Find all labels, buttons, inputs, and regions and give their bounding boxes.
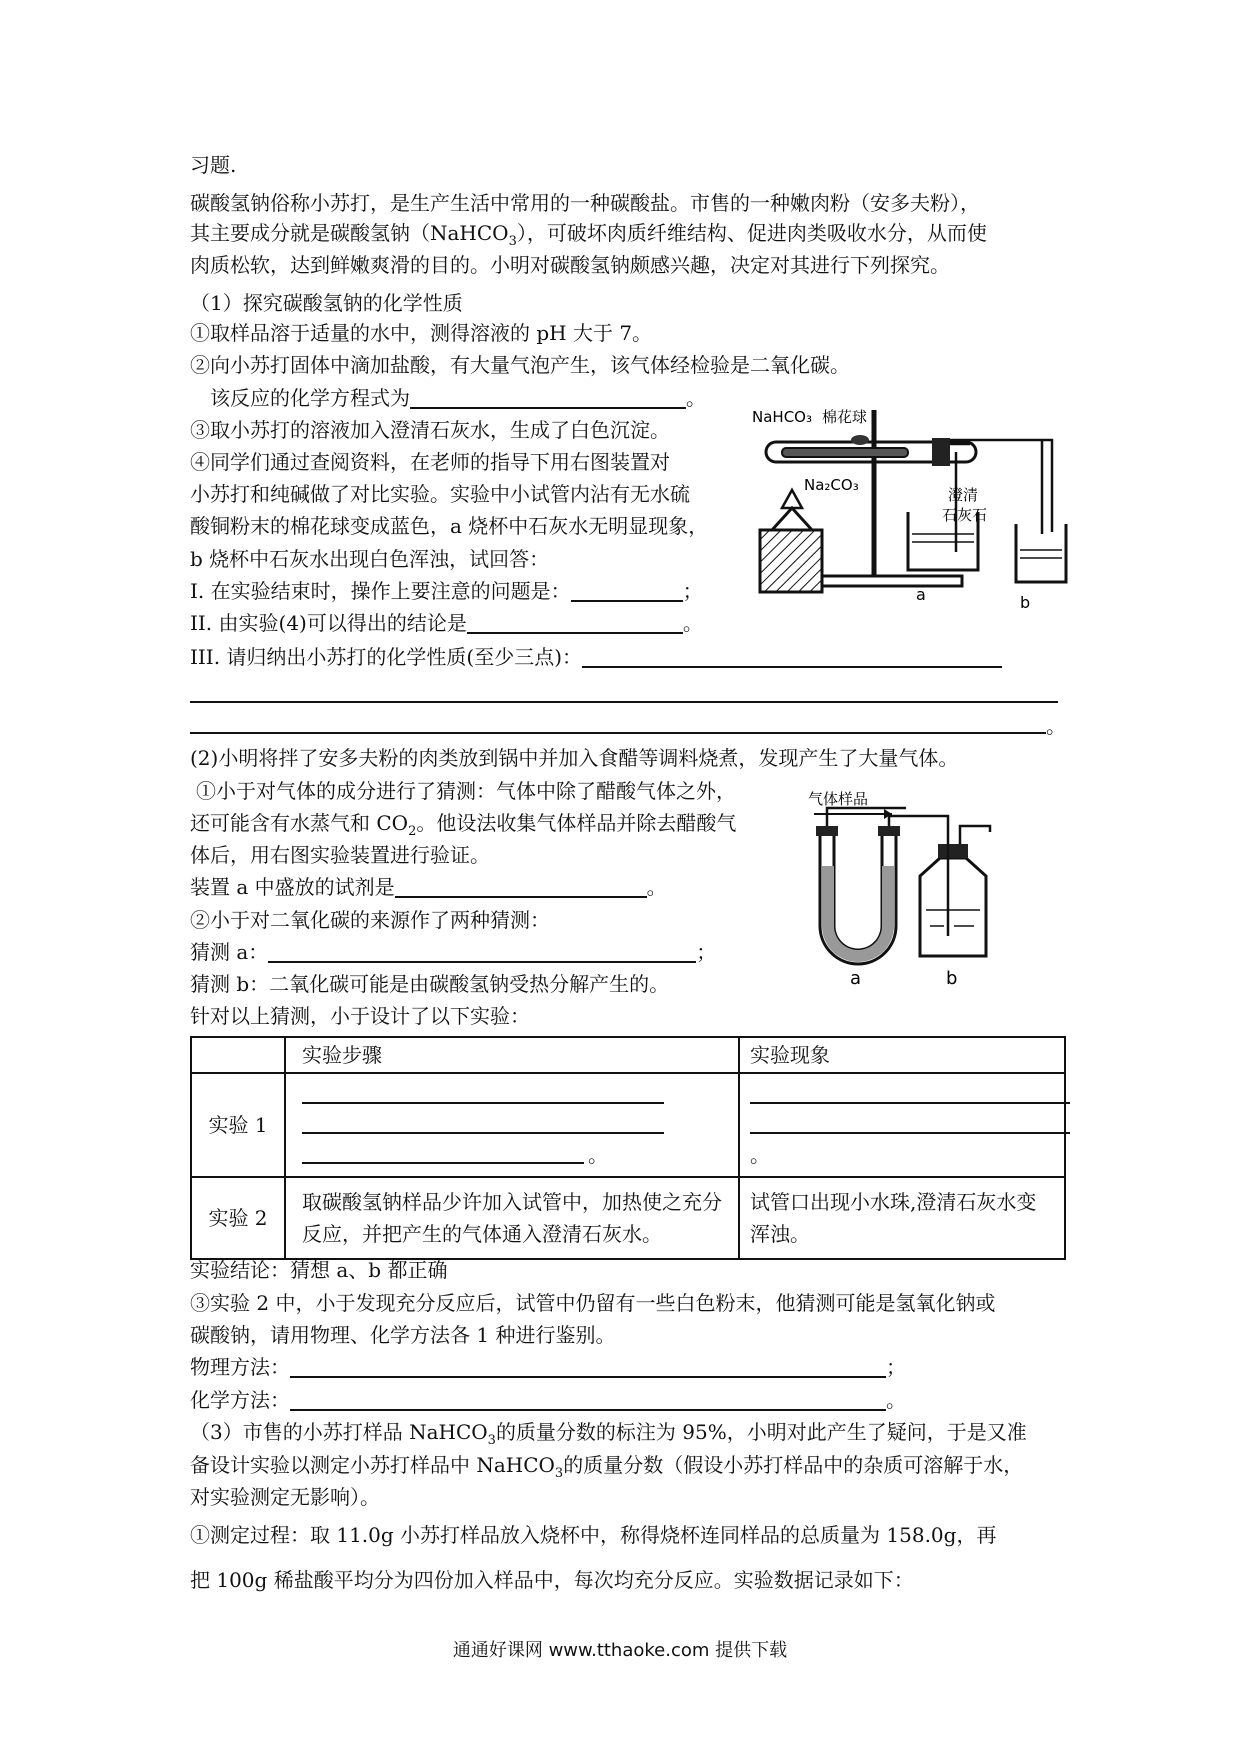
answer-blank[interactable] bbox=[302, 1132, 664, 1134]
wash-bottle bbox=[920, 858, 986, 956]
label-beaker-b: b bbox=[1020, 593, 1031, 610]
text-line bbox=[190, 151, 236, 179]
text-line bbox=[190, 906, 550, 934]
text-line bbox=[190, 970, 669, 998]
line-text: 物理方法： bbox=[190, 1355, 290, 1379]
line-text: 对实验测定无影响）。 bbox=[190, 1485, 380, 1509]
steps-cell bbox=[285, 1073, 739, 1177]
text-line bbox=[190, 873, 667, 901]
blank-line-wrap bbox=[750, 1110, 1054, 1140]
section-heading bbox=[190, 744, 958, 772]
text-line bbox=[190, 319, 652, 347]
text-line bbox=[190, 643, 1002, 671]
text-line bbox=[1046, 712, 1066, 740]
line-text: 猜测 b：二氧化碳可能是由碳酸氢钠受热分解产生的。 bbox=[190, 972, 670, 996]
line-text: 。 bbox=[646, 875, 667, 899]
blank-line-wrap bbox=[750, 1140, 1054, 1170]
line-text: 把 100g 稀盐酸平均分为四份加入样品中，每次均充分反应。实验数据记录如下： bbox=[190, 1568, 914, 1592]
figure-heating-apparatus bbox=[752, 400, 1070, 610]
line-text: 针对以上猜测，小于设计了以下实验： bbox=[190, 1004, 530, 1028]
line-text: ； bbox=[682, 579, 703, 603]
alcohol-lamp bbox=[772, 508, 812, 530]
answer-blank[interactable] bbox=[750, 1102, 1070, 1104]
blank-line-wrap bbox=[302, 1140, 722, 1170]
answer-blank[interactable] bbox=[290, 1389, 886, 1411]
line-text: 还可能含有水蒸气和 CO bbox=[190, 811, 409, 835]
stopper bbox=[932, 438, 950, 466]
text-line bbox=[190, 609, 703, 637]
text-line bbox=[190, 1386, 906, 1414]
steps-cell bbox=[285, 1177, 739, 1259]
line-text: 碳酸钠，请用物理、化学方法各 1 种进行鉴别。 bbox=[190, 1323, 616, 1347]
text-line bbox=[190, 1521, 996, 1549]
line-text: 碳酸氢钠俗称小苏打，是生产生活中常用的一种碳酸盐。市售的一种嫩肉粉（安多夫粉）， bbox=[190, 191, 980, 215]
table-header-cell bbox=[285, 1037, 739, 1073]
answer-line[interactable] bbox=[190, 701, 1058, 703]
subscript: 3 bbox=[487, 1433, 496, 1448]
line-text: ； bbox=[886, 1355, 906, 1379]
row-label-cell bbox=[191, 1073, 285, 1177]
line-text: ①取样品溶于适量的水中，测得溶液的 pH 大于 7。 bbox=[190, 321, 653, 345]
line-text: ），可破坏肉质纤维结构、促进肉类吸收水分，从而使 bbox=[516, 221, 987, 245]
figure-gas-test-apparatus bbox=[808, 786, 1080, 996]
table-header-cell bbox=[739, 1037, 1065, 1073]
answer-blank[interactable] bbox=[571, 580, 683, 602]
text-line bbox=[190, 416, 670, 444]
text-line bbox=[190, 1566, 914, 1594]
line-text: II. 由实验(4)可以得出的结论是 bbox=[190, 611, 467, 635]
line-text: 的质量分数的标注为 95%，小明对此产生了疑问，于是又准 bbox=[495, 1420, 1027, 1444]
label-cotton: 棉花球 bbox=[822, 408, 868, 426]
line-text: 其主要成分就是碳酸氢钠（NaHCO bbox=[190, 221, 509, 245]
text-line bbox=[190, 841, 490, 869]
line-text: 该反应的化学方程式为 bbox=[210, 386, 410, 410]
row-label: 实验 2 bbox=[208, 1206, 268, 1230]
u-tube-packing bbox=[822, 866, 894, 962]
label-nahco3: NaHCO₃ bbox=[752, 408, 812, 426]
text-line bbox=[196, 777, 736, 805]
table-corner-cell bbox=[191, 1037, 285, 1073]
table-row bbox=[191, 1177, 1065, 1259]
section-heading bbox=[190, 1418, 1027, 1455]
phenomena-cell bbox=[739, 1177, 1065, 1259]
answer-blank[interactable] bbox=[290, 1356, 886, 1378]
text-line bbox=[190, 480, 690, 508]
answer-blank[interactable] bbox=[582, 646, 1002, 668]
label-device-a: a bbox=[850, 968, 862, 989]
line-text: 习题. bbox=[190, 153, 237, 177]
line-text: 小苏打和纯碱做了对比实验。实验中小试管内沾有无水硫 bbox=[190, 482, 690, 506]
blank-line-wrap bbox=[750, 1080, 1054, 1110]
text-line bbox=[190, 1289, 995, 1317]
header-phenomena: 实验现象 bbox=[750, 1043, 830, 1067]
text-line bbox=[190, 448, 670, 476]
footer-text: 通通好课网 www.tthaoke.com 提供下载 bbox=[452, 1640, 788, 1661]
line-text: 。 bbox=[588, 1143, 608, 1167]
line-text: 备设计实验以测定小苏打样品中 NaHCO bbox=[190, 1453, 555, 1477]
text-line bbox=[190, 577, 703, 605]
subscript: 3 bbox=[554, 1466, 564, 1481]
label-na2co3: Na₂CO₃ bbox=[804, 476, 859, 494]
row-label-cell bbox=[191, 1177, 285, 1259]
text-line bbox=[190, 1483, 380, 1511]
text-line bbox=[190, 1321, 615, 1349]
text-line bbox=[190, 1002, 530, 1030]
hatched-block bbox=[760, 530, 822, 592]
line-text: III. 请归纳出小苏打的化学性质(至少三点)： bbox=[190, 645, 583, 669]
answer-blank[interactable] bbox=[395, 876, 647, 898]
line-text: ①小于对气体的成分进行了猜测：气体中除了醋酸气体之外， bbox=[196, 779, 736, 803]
line-text: ③取小苏打的溶液加入澄清石灰水，生成了白色沉淀。 bbox=[190, 418, 670, 442]
line-text: ②向小苏打固体中滴加盐酸，有大量气泡产生，该气体经检验是二氧化碳。 bbox=[190, 353, 850, 377]
apparatus-diagram bbox=[752, 400, 1070, 610]
text-line bbox=[190, 189, 980, 217]
line-text: 猜测 a： bbox=[190, 940, 269, 964]
text-line bbox=[190, 251, 950, 279]
blank-line-wrap bbox=[302, 1080, 722, 1110]
line-text: 实验结论：猜想 a、b 都正确 bbox=[190, 1258, 448, 1282]
line-text: (2)小明将拌了安多夫粉的肉类放到锅中并加入食醋等调料烧煮，发现产生了大量气体。 bbox=[190, 746, 959, 770]
line-text: 。他设法收集气体样品并除去醋酸气 bbox=[416, 811, 737, 835]
inner-test-tube bbox=[782, 448, 908, 457]
text-line bbox=[190, 351, 850, 379]
phenomena-cell bbox=[739, 1073, 1065, 1177]
line-text: （3）市售的小苏打样品 NaHCO bbox=[190, 1420, 488, 1444]
table-row bbox=[191, 1073, 1065, 1177]
line-text: ④同学们通过查阅资料，在老师的指导下用右图装置对 bbox=[190, 450, 670, 474]
line-text: 。 bbox=[1046, 714, 1066, 738]
text-line bbox=[190, 938, 716, 966]
line-text: （1）探究碳酸氢钠的化学性质 bbox=[190, 291, 463, 315]
answer-blank[interactable] bbox=[750, 1132, 1070, 1134]
line-text: b 烧杯中石灰水出现白色浑浊，试回答： bbox=[190, 547, 550, 571]
label-beaker-a: a bbox=[916, 585, 926, 604]
line-text: I. 在实验结束时，操作上要注意的问题是： bbox=[190, 579, 571, 603]
label-lime: 石灰石 bbox=[942, 506, 988, 524]
answer-blank[interactable] bbox=[268, 941, 696, 963]
row-label: 实验 1 bbox=[208, 1113, 268, 1137]
line-text: 。 bbox=[686, 386, 706, 410]
subscript: 2 bbox=[408, 824, 417, 839]
line-text: 的质量分数（假设小苏打样品中的杂质可溶解于水， bbox=[563, 1453, 1024, 1477]
line-text: ； bbox=[696, 940, 717, 964]
line-text: 化学方法： bbox=[190, 1388, 290, 1412]
text-line bbox=[190, 545, 549, 573]
header-steps: 实验步骤 bbox=[302, 1043, 382, 1067]
label-gas-sample: 气体样品 bbox=[808, 790, 869, 808]
text-line bbox=[190, 512, 708, 540]
line-text: 肉质松软，达到鲜嫩爽滑的目的。小明对碳酸氢钠颇感兴趣，决定对其进行下列探究。 bbox=[190, 253, 950, 277]
answer-line[interactable] bbox=[190, 732, 1046, 734]
subscript: 3 bbox=[508, 234, 517, 249]
answer-blank[interactable] bbox=[467, 612, 683, 634]
line-text: 。 bbox=[750, 1143, 770, 1167]
answer-blank[interactable] bbox=[410, 387, 686, 409]
line-text: 体后，用右图实验装置进行验证。 bbox=[190, 843, 490, 867]
line-text: 。 bbox=[682, 611, 703, 635]
line-text: 。 bbox=[886, 1388, 906, 1412]
stand-base bbox=[822, 576, 962, 586]
text-line bbox=[190, 1256, 447, 1284]
label-clear: 澄清 bbox=[948, 486, 979, 504]
table-header-row bbox=[191, 1037, 1065, 1073]
gas-apparatus-diagram bbox=[808, 786, 1080, 996]
text-line bbox=[210, 384, 706, 412]
line-text: 装置 a 中盛放的试剂是 bbox=[190, 875, 395, 899]
answer-blank[interactable] bbox=[302, 1162, 584, 1164]
line-text: 酸铜粉末的棉花球变成蓝色，a 烧杯中石灰水无明显现象， bbox=[190, 514, 709, 538]
line-text: ①测定过程：取 11.0g 小苏打样品放入烧杯中，称得烧杯连同样品的总质量为 158.0g，再 bbox=[190, 1523, 997, 1547]
line-text: ②小于对二氧化碳的来源作了两种猜测： bbox=[190, 908, 550, 932]
section-heading bbox=[190, 289, 463, 317]
phenomena-text: 试管口出现小水珠,澄清石灰水变浑浊。 bbox=[750, 1190, 1037, 1246]
line-text: ③实验 2 中，小于发现充分反应后，试管中仍留有一些白色粉末，他猜测可能是氢氧化钠或 bbox=[190, 1291, 996, 1315]
blank-line-wrap bbox=[302, 1110, 722, 1140]
answer-blank[interactable] bbox=[302, 1102, 664, 1104]
experiment-table bbox=[190, 1036, 1066, 1260]
step-text: 取碳酸氢钠样品少许加入试管中，加热使之充分反应，并把产生的气体通入澄清石灰水。 bbox=[302, 1190, 722, 1246]
text-line bbox=[190, 1353, 906, 1381]
label-device-b: b bbox=[946, 968, 958, 989]
